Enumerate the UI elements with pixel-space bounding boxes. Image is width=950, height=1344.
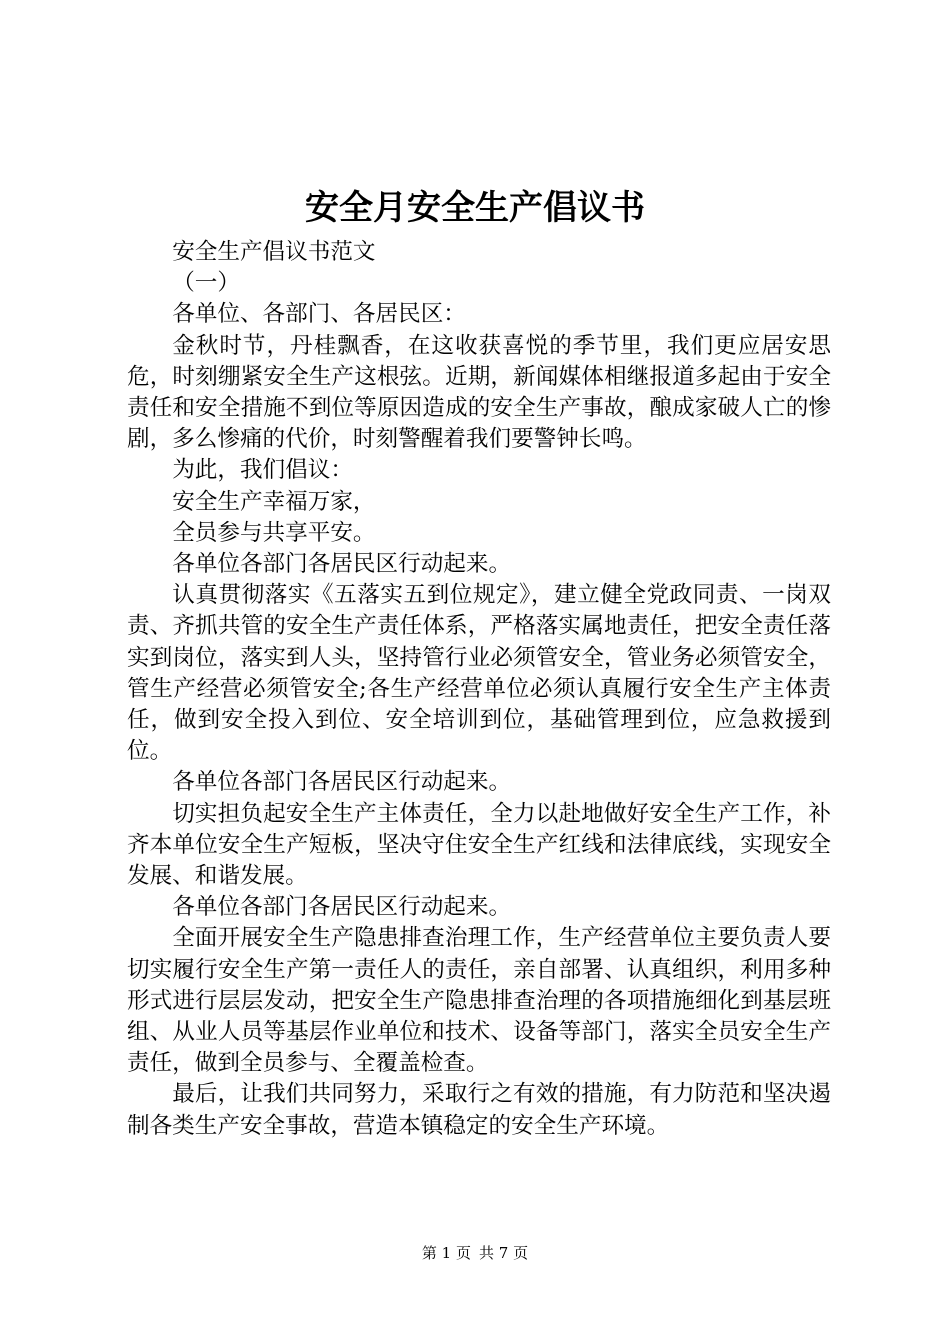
page-total: 共 7 页 <box>479 1244 529 1262</box>
paragraph: 安全生产幸福万家， <box>172 488 376 515</box>
paragraph: 全员参与共享平安。 <box>172 519 376 546</box>
paragraph: 最后，让我们共同努力，采取行之有效的措施，有力防范和坚决遏制各类生产安全事故，营造本镇稳定的安全生产环境。 <box>127 1081 831 1139</box>
paragraph: 认真贯彻落实《五落实五到位规定》，建立健全党政同责、一岗双责、齐抓共管的安全生产责任体系，严格落实属地责任，把安全责任落实到岗位，落实到人头，坚持管行业必须管安全，管业务必须管安全，管生产经营必须管安全;各生产经营单位必须认真履行安全生产主体责任，做到安全投入到位、安全培训到位，基础管理到位，应急救援到位。 <box>127 582 831 765</box>
paragraph: 金秋时节，丹桂飘香，在这收获喜悦的季节里，我们更应居安思危，时刻绷紧安全生产这根弦。近期，新闻媒体相继报道多起由于安全责任和安全措施不到位等原因造成的安全生产事故，酿成家破人亡的惨剧，多么惨痛的代价，时刻警醒着我们要警钟长鸣。 <box>127 332 831 453</box>
page-number: 第 1 页 <box>421 1244 471 1262</box>
page-footer <box>0 1243 950 1263</box>
paragraph: 安全生产倡议书范文 <box>172 239 376 265</box>
paragraph: 为此，我们倡议： <box>172 457 353 484</box>
document-title: 安全月安全生产倡议书 <box>305 188 645 228</box>
paragraph: 全面开展安全生产隐患排查治理工作，生产经营单位主要负责人要切实履行安全生产第一责任人的责任，亲自部署、认真组织，利用多种形式进行层层发动，把安全生产隐患排查治理的各项措施细化到基层班组、从业人员等基层作业单位和技术、设备等部门，落实全员安全生产责任，做到全员参与、全覆盖检查。 <box>127 925 831 1077</box>
paragraph: 各单位各部门各居民区行动起来。 <box>172 551 512 578</box>
paragraph: 各单位各部门各居民区行动起来。 <box>172 769 512 796</box>
document-body <box>127 237 831 1142</box>
paragraph: （一） <box>172 270 240 297</box>
paragraph: 切实担负起安全生产主体责任，全力以赴地做好安全生产工作，补齐本单位安全生产短板，坚决守住安全生产红线和法律底线，实现安全发展、和谐发展。 <box>127 800 831 890</box>
paragraph: 各单位、各部门、各居民区： <box>172 301 466 328</box>
paragraph: 各单位各部门各居民区行动起来。 <box>172 894 512 921</box>
